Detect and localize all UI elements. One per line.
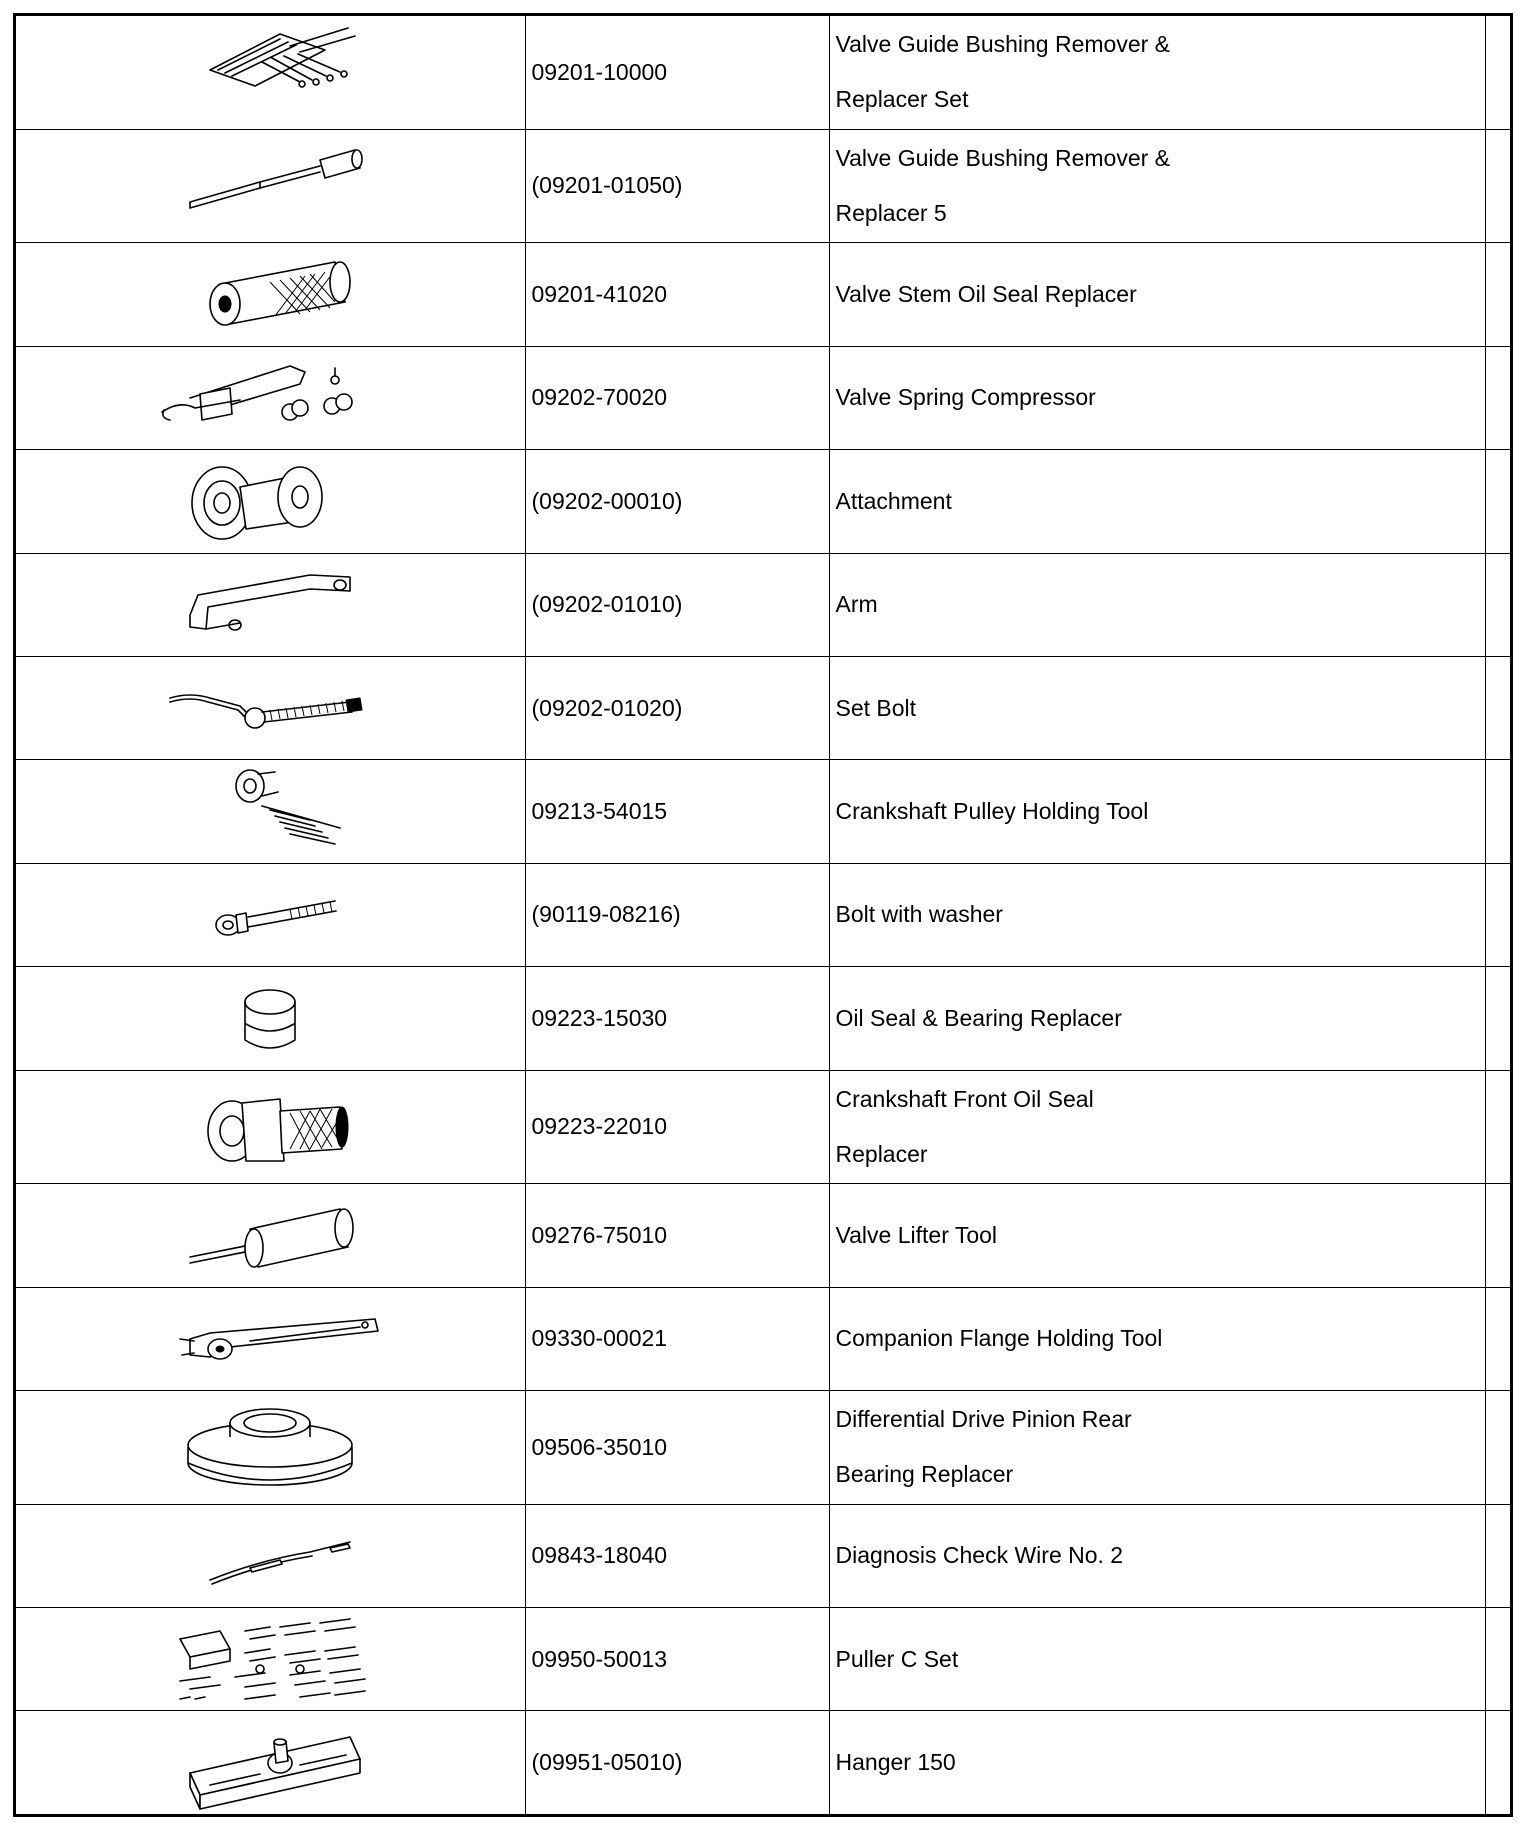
pinion-rear-bearing-replacer-icon: [150, 1397, 390, 1497]
tool-illustration-cell: [16, 129, 525, 243]
part-number: (90119-08216): [525, 863, 829, 966]
blank-cell: [1485, 450, 1510, 553]
valve-guide-bushing-remover-icon: [150, 136, 390, 236]
tool-row: [16, 1711, 1510, 1814]
tool-illustration-cell: [16, 346, 525, 449]
part-number: 09213-54015: [525, 760, 829, 863]
tool-row: [16, 450, 1510, 553]
tool-name: [829, 1711, 1485, 1814]
tool-name-line: Replacer: [835, 1140, 928, 1167]
tool-name: [829, 1070, 1485, 1184]
crankshaft-pulley-holding-tool-icon: [150, 762, 390, 862]
tool-name-line: Crankshaft Front Oil Seal: [835, 1085, 1094, 1112]
tool-name-line: Set Bolt: [835, 694, 917, 721]
tool-illustration-cell: [16, 1504, 525, 1607]
blank-cell: [1485, 1184, 1510, 1287]
tool-row: [16, 1390, 1510, 1504]
arm-icon: [150, 555, 390, 655]
tool-illustration-cell: [16, 1184, 525, 1287]
tool-name-line: Bolt with washer: [835, 901, 1003, 928]
tool-name: [829, 760, 1485, 863]
tool-illustration-cell: [16, 553, 525, 656]
part-number: 09223-22010: [525, 1070, 829, 1184]
blank-cell: [1485, 1070, 1510, 1184]
tool-name-line: Oil Seal & Bearing Replacer: [835, 1004, 1122, 1031]
tool-name: [829, 553, 1485, 656]
blank-cell: [1485, 656, 1510, 759]
tool-name-line: Valve Guide Bushing Remover &: [835, 31, 1171, 58]
tool-name: [829, 1504, 1485, 1607]
tool-illustration-cell: [16, 1608, 525, 1711]
tool-name-line: Valve Guide Bushing Remover &: [835, 144, 1171, 171]
valve-lifter-tool-icon: [150, 1185, 390, 1285]
tool-name: [829, 1287, 1485, 1390]
tool-name: [829, 129, 1485, 243]
tool-row: [16, 656, 1510, 759]
oil-seal-bearing-replacer-icon: [150, 968, 390, 1068]
tool-illustration-cell: [16, 760, 525, 863]
part-number: (09202-00010): [525, 450, 829, 553]
tool-name: [829, 967, 1485, 1070]
blank-cell: [1485, 1390, 1510, 1504]
tool-name-line: Replacer 5: [835, 199, 947, 226]
tool-row: [16, 1287, 1510, 1390]
tool-illustration-cell: [16, 967, 525, 1070]
tool-row: [16, 1184, 1510, 1287]
tool-illustration-cell: [16, 450, 525, 553]
tool-row: [16, 1504, 1510, 1607]
part-number: 09201-41020: [525, 243, 829, 346]
tool-illustration-cell: [16, 1287, 525, 1390]
tool-illustration-cell: [16, 863, 525, 966]
tool-name-line: Puller C Set: [835, 1645, 959, 1672]
tool-illustration-cell: [16, 1711, 525, 1814]
tool-name-line: Bearing Replacer: [835, 1461, 1014, 1488]
tool-row: [16, 16, 1510, 129]
valve-guide-bushing-set-icon: [150, 22, 390, 122]
special-tools-table: [16, 16, 1510, 1814]
tool-name: [829, 346, 1485, 449]
valve-stem-oil-seal-replacer-icon: [150, 244, 390, 344]
part-number: 09223-15030: [525, 967, 829, 1070]
tool-name-line: Valve Stem Oil Seal Replacer: [835, 280, 1137, 307]
part-number: 09201-10000: [525, 16, 829, 129]
tool-name: [829, 1184, 1485, 1287]
part-number: 09843-18040: [525, 1504, 829, 1607]
tool-name: [829, 1390, 1485, 1504]
blank-cell: [1485, 243, 1510, 346]
tool-illustration-cell: [16, 656, 525, 759]
tool-name-line: Valve Lifter Tool: [835, 1221, 998, 1248]
part-number: 09276-75010: [525, 1184, 829, 1287]
tool-name-line: Crankshaft Pulley Holding Tool: [835, 798, 1149, 825]
tool-row: [16, 863, 1510, 966]
tool-name: [829, 16, 1485, 129]
tool-name-line: Hanger 150: [835, 1749, 956, 1776]
part-number: (09201-01050): [525, 129, 829, 243]
blank-cell: [1485, 863, 1510, 966]
blank-cell: [1485, 1287, 1510, 1390]
puller-c-set-icon: [150, 1609, 390, 1709]
special-tools-sheet: [13, 13, 1513, 1817]
tool-name-line: Replacer Set: [835, 86, 969, 113]
tool-name-line: Differential Drive Pinion Rear: [835, 1406, 1132, 1433]
tool-row: [16, 129, 1510, 243]
blank-cell: [1485, 16, 1510, 129]
tool-illustration-cell: [16, 1070, 525, 1184]
tool-row: [16, 1608, 1510, 1711]
tool-illustration-cell: [16, 243, 525, 346]
part-number: 09330-00021: [525, 1287, 829, 1390]
blank-cell: [1485, 1504, 1510, 1607]
blank-cell: [1485, 967, 1510, 1070]
tool-row: [16, 1070, 1510, 1184]
tool-name: [829, 1608, 1485, 1711]
blank-cell: [1485, 553, 1510, 656]
tool-row: [16, 243, 1510, 346]
tool-row: [16, 553, 1510, 656]
part-number: 09506-35010: [525, 1390, 829, 1504]
tool-row: [16, 967, 1510, 1070]
tool-name: [829, 863, 1485, 966]
tool-name-line: Diagnosis Check Wire No. 2: [835, 1542, 1124, 1569]
attachment-icon: [150, 451, 390, 551]
blank-cell: [1485, 129, 1510, 243]
part-number: (09202-01010): [525, 553, 829, 656]
tool-illustration-cell: [16, 1390, 525, 1504]
part-number: 09202-70020: [525, 346, 829, 449]
valve-spring-compressor-icon: [150, 348, 390, 448]
tool-name-line: Companion Flange Holding Tool: [835, 1325, 1163, 1352]
crankshaft-front-oil-seal-replacer-icon: [150, 1077, 390, 1177]
set-bolt-icon: [150, 658, 390, 758]
tool-name: [829, 656, 1485, 759]
part-number: (09202-01020): [525, 656, 829, 759]
blank-cell: [1485, 1711, 1510, 1814]
tool-name: [829, 450, 1485, 553]
blank-cell: [1485, 346, 1510, 449]
tool-illustration-cell: [16, 16, 525, 129]
tool-name-line: Valve Spring Compressor: [835, 384, 1096, 411]
blank-cell: [1485, 1608, 1510, 1711]
diagnosis-check-wire-icon: [150, 1506, 390, 1606]
tool-row: [16, 346, 1510, 449]
part-number: (09951-05010): [525, 1711, 829, 1814]
tool-row: [16, 760, 1510, 863]
tool-name-line: Arm: [835, 591, 878, 618]
part-number: 09950-50013: [525, 1608, 829, 1711]
tool-name: [829, 243, 1485, 346]
hanger-icon: [150, 1713, 390, 1813]
bolt-with-washer-icon: [150, 865, 390, 965]
companion-flange-holding-tool-icon: [150, 1289, 390, 1389]
tool-name-line: Attachment: [835, 487, 952, 514]
blank-cell: [1485, 760, 1510, 863]
